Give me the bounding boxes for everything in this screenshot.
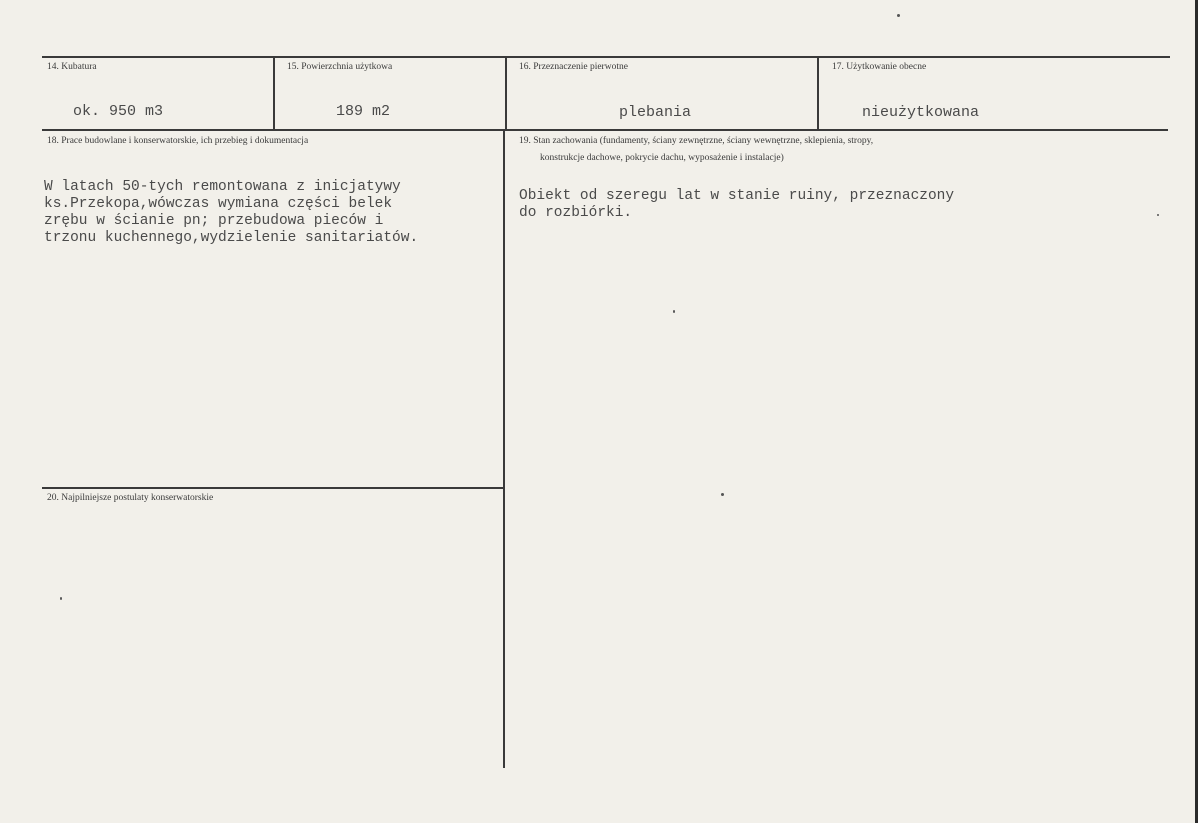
prace-line: trzonu kuchennego,wydzielenie sanitariatów. (44, 230, 419, 246)
prace-line: ks.Przekopa,wówczas wymiana części belek (44, 196, 393, 212)
stan-label-line1: 19. Stan zachowania (fundamenty, ściany zewnętrzne, ściany wewnętrzne, sklepienia, stropy, (519, 136, 874, 146)
kubatura-label: 14. Kubatura (47, 62, 97, 72)
postulaty-label: 20. Najpilniejsze postulaty konserwatorskie (47, 493, 214, 503)
paper-speck (60, 597, 62, 600)
divider-main (503, 130, 505, 768)
stan-line: do rozbiórki. (519, 205, 633, 221)
divider-14-15 (273, 57, 275, 129)
uzytkowanie-value: nieużytkowana (862, 104, 980, 121)
prace-line: W latach 50-tych remontowana z inicjatywy (44, 179, 401, 195)
paper-speck (1157, 214, 1159, 216)
przeznaczenie-label: 16. Przeznaczenie pierwotne (519, 62, 628, 72)
paper-speck (897, 14, 900, 17)
stan-line: Obiekt od szeregu lat w stanie ruiny, przeznaczony (519, 188, 955, 204)
top-rule (42, 56, 1170, 58)
powierzchnia-value: 189 m2 (336, 103, 391, 120)
divider-15-16 (505, 57, 507, 129)
kubatura-value: ok. 950 m3 (73, 103, 164, 120)
powierzchnia-label: 15. Powierzchnia użytkowa (287, 62, 393, 72)
row1-bottom-rule (42, 129, 1168, 131)
prace-label: 18. Prace budowlane i konserwatorskie, ich przebieg i dokumentacja (47, 136, 309, 146)
divider-16-17 (817, 57, 819, 129)
section18-bottom-rule (42, 487, 504, 489)
paper-speck (721, 493, 724, 496)
przeznaczenie-value: plebania (619, 104, 692, 121)
stan-label-line2: konstrukcje dachowe, pokrycie dachu, wyposażenie i instalacje) (540, 153, 784, 163)
prace-line: zrębu w ścianie pn; przebudowa pieców i (44, 213, 384, 229)
paper-speck (673, 310, 675, 313)
uzytkowanie-label: 17. Użytkowanie obecne (832, 62, 927, 72)
